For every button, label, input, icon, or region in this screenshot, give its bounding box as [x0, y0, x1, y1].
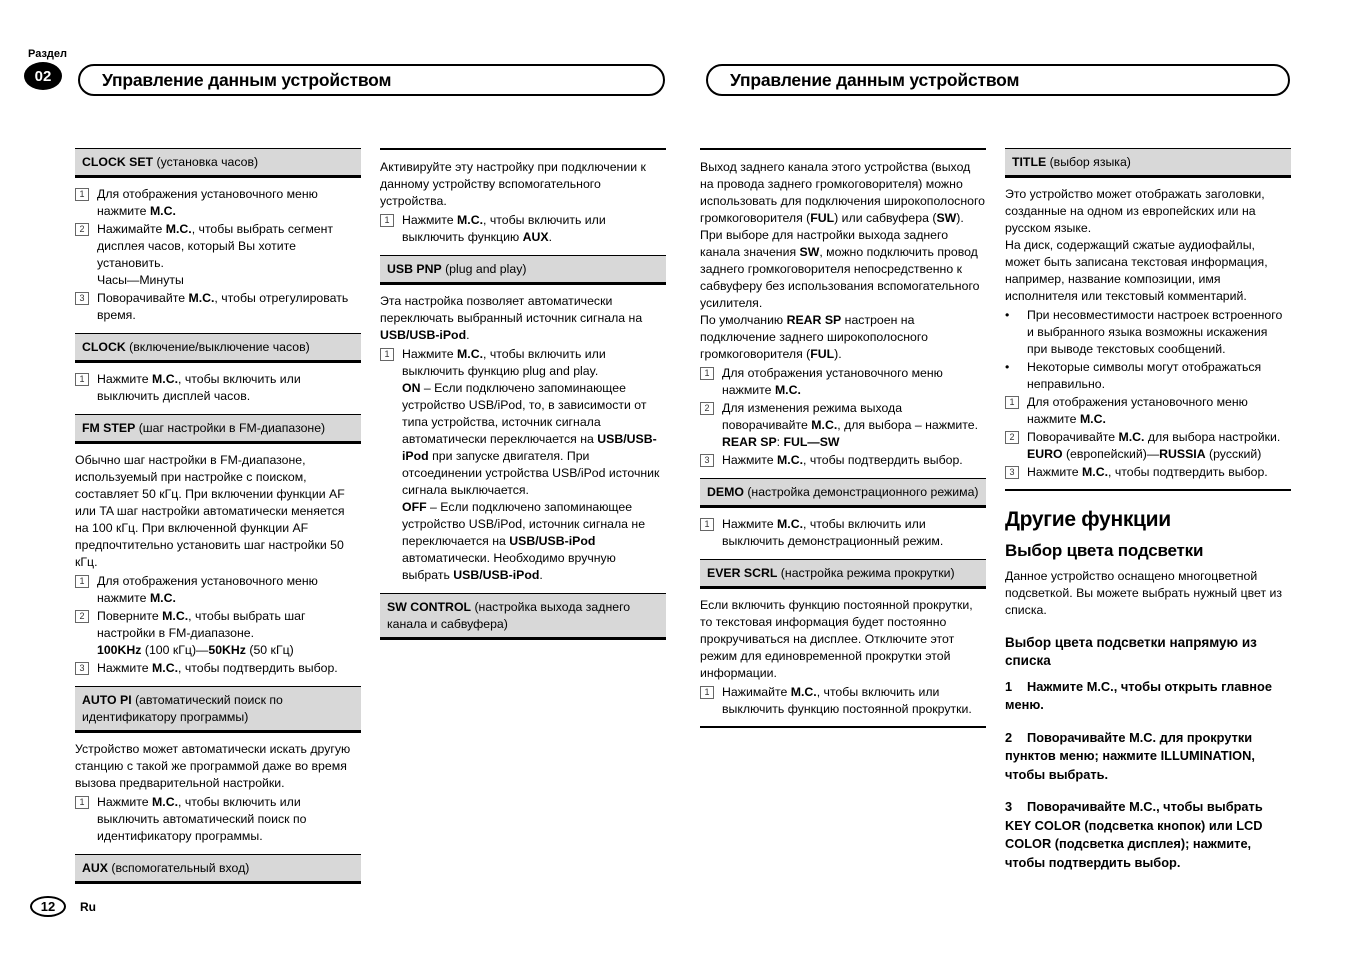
text-run: Нажмите: [97, 795, 153, 809]
text-run: REAR SP: [786, 313, 842, 327]
text-run: USB/USB-iPod: [509, 534, 596, 548]
step-text: [97, 290, 361, 324]
page-header-left: Управление данным устройством: [78, 64, 665, 96]
text-run: На диск, содержащий сжатые аудиофайлы, может быть записана текстовая информация, например, название композиции, имя исполнителя или текстовый комментарий.: [1005, 238, 1268, 303]
text-run: , чтобы включить или выключить функцию: [402, 213, 606, 244]
step-text: [97, 221, 361, 289]
text-run: Нажмите M.C., чтобы открыть главное меню.: [1005, 678, 1272, 713]
text-run: При несовместимости настроек встроенного и выбранного языка возможны искажения при выводе текстовых сообщений.: [1027, 308, 1283, 356]
paragraph: [1005, 568, 1291, 619]
text-run: М.С.: [188, 291, 215, 305]
text-run: , можно подключить провод заднего громкоговорителя непосредственно к сабвуферу без использования вспомогательного усилителя.: [700, 245, 980, 310]
step-text: [722, 400, 986, 451]
text-run: , чтобы отрегулировать время.: [97, 291, 349, 322]
section-description: (включение/выключение часов): [125, 340, 310, 354]
step-item: [700, 452, 986, 469]
text-run: Нажмите: [97, 661, 153, 675]
step-text: [97, 608, 361, 659]
text-run: М.С.: [811, 418, 838, 432]
text-run: Для изменения режима выхода поворачивайте: [722, 401, 903, 432]
text-run: М.С.: [790, 685, 817, 699]
step-text: [402, 212, 666, 246]
step-text: [97, 660, 361, 677]
text-run: , чтобы выбрать сегмент дисплея часов, который Вы хотите установить.: [97, 222, 334, 270]
step-number: 3: [1005, 799, 1013, 815]
column-4: [1005, 148, 1291, 886]
step-number: 1: [380, 214, 394, 227]
text-run: , чтобы включить или выключить дисплей часов.: [97, 372, 301, 403]
page-footer: [30, 896, 96, 917]
text-run: .: [539, 568, 543, 582]
text-run: (европейский)—: [1062, 447, 1160, 461]
text-run: М.С.: [1082, 465, 1108, 479]
text-run: , для выбора – нажмите.: [837, 418, 979, 432]
step-text: [722, 365, 986, 399]
step-number: 2: [75, 223, 89, 236]
text-run: М.С.: [774, 383, 801, 397]
text-run: Для отображения установочного меню нажмите: [722, 366, 943, 397]
step-number: 1: [75, 575, 89, 588]
step-number: 2: [1005, 729, 1013, 745]
text-run: настроен на подключение заднего широкополосного громкоговорителя (: [700, 313, 928, 361]
step-number: 1: [75, 796, 89, 809]
text-run: USB/USB-iPod: [380, 328, 467, 342]
text-run: , чтобы подтвердить выбор.: [1108, 465, 1268, 479]
paragraph: [700, 597, 986, 682]
section-description: (настройка режима прокрутки): [777, 566, 955, 580]
text-run: Поворачивайте: [97, 291, 189, 305]
text-run: М.С.: [162, 609, 189, 623]
step-item: [380, 346, 666, 584]
text-run: .: [548, 230, 552, 244]
section-header: [75, 414, 361, 444]
text-run: М.С.: [777, 453, 803, 467]
step-item: [700, 684, 986, 718]
text-run: ) или сабвуфера (: [834, 211, 937, 225]
step-item: [380, 212, 666, 246]
text-run: для выбора настройки.: [1144, 430, 1281, 444]
text-run: (100 кГц)—: [141, 643, 209, 657]
text-run: при запуске двигателя. При отсоединении устройства USB/iPod источник сигнала выключается.: [402, 449, 660, 497]
column-3: [700, 148, 986, 737]
step-number: 3: [75, 662, 89, 675]
column-1: [75, 148, 361, 892]
step-number: 2: [75, 610, 89, 623]
text-run: Для отображения установочного меню нажмите: [1027, 395, 1248, 426]
text-run: – Если подключено запоминающее устройство USB/iPod, источник сигнала не переключается на: [402, 500, 646, 548]
text-run: Для отображения установочного меню нажмите: [97, 187, 318, 218]
section-term: CLOCK: [82, 340, 126, 354]
bullet-item: [1005, 307, 1291, 358]
text-run: Поворачивайте M.C., чтобы выбрать KEY COLOR (подсветка кнопок) или LCD COLOR (подсветка дисплея); нажмите, чтобы подтвердить выбор.: [1005, 799, 1263, 870]
paragraph: [75, 452, 361, 571]
text-run: (50 кГц): [245, 643, 294, 657]
step-item: [75, 186, 361, 220]
text-run: FUL: [810, 211, 835, 225]
text-run: – Если подключено запоминающее устройство USB/iPod, то, в зависимости от типа устройства, источник сигнала автоматически переключается на: [402, 381, 647, 446]
text-run: Нажмите: [402, 213, 458, 227]
step-item: [75, 573, 361, 607]
text-run: SW: [799, 245, 820, 259]
text-run: М.С.: [457, 213, 483, 227]
step-text: [97, 794, 361, 845]
step-text: [402, 346, 666, 584]
text-run: SW: [936, 211, 957, 225]
text-run: Нажимайте: [97, 222, 166, 236]
text-run: Поворачивайте: [1027, 430, 1119, 444]
section-header: [700, 478, 986, 508]
text-run: автоматически. Необходимо вручную выбрать: [402, 551, 616, 582]
text-run: По умолчанию: [700, 313, 787, 327]
text-run: , чтобы включить или выключить функцию постоянной прокрутки.: [722, 685, 972, 716]
text-run: М.С.: [777, 517, 803, 531]
section-term: CLOCK SET: [82, 155, 154, 169]
language-code: Ru: [80, 899, 96, 914]
section-header: [75, 148, 361, 178]
heading-h2: Выбор цвета подсветки: [1005, 541, 1204, 561]
section-term: TITLE: [1012, 155, 1047, 169]
text-run: М.С.: [457, 347, 483, 361]
step-text: [722, 516, 986, 550]
text-run: Некоторые символы могут отображаться неправильно.: [1027, 360, 1262, 391]
text-run: Для отображения установочного меню нажмите: [97, 574, 318, 605]
text-run: Это устройство может отображать заголовки, созданные на одном из европейских или на русском языке.: [1005, 187, 1265, 235]
section-description: (выбор языка): [1046, 155, 1131, 169]
bold-step-item: [1005, 678, 1291, 715]
step-number: 2: [700, 402, 714, 415]
text-run: Нажмите: [402, 347, 458, 361]
section-label: Раздел: [28, 48, 67, 60]
paragraph: [380, 293, 666, 344]
paragraph: [380, 159, 666, 210]
text-run: , чтобы выбрать шаг настройки в FM-диапазоне.: [97, 609, 306, 640]
section-header: [75, 333, 361, 363]
section-header: [380, 255, 666, 285]
text-run: RUSSIA: [1159, 447, 1206, 461]
text-run: Если включить функцию постоянной прокрутки, то текстовая информация будет постоянно прокручиваться на дисплее. Отключите этот режим для единовременной прокрутки этой информации.: [700, 598, 973, 680]
bullet-item: [1005, 359, 1291, 393]
divider: [700, 148, 986, 150]
step-item: [75, 371, 361, 405]
text-run: 50KHz: [208, 643, 246, 657]
step-number: 1: [1005, 396, 1019, 409]
bold-step-item: [1005, 729, 1291, 785]
text-run: (русский): [1205, 447, 1262, 461]
text-run: 100KHz: [97, 643, 142, 657]
section-number-badge: 02: [24, 62, 62, 90]
text-run: , чтобы включить или выключить демонстрационный режим.: [722, 517, 944, 548]
step-item: [700, 400, 986, 451]
paragraph: [75, 741, 361, 792]
text-run: EURO: [1027, 447, 1063, 461]
text-run: М.С.: [149, 591, 176, 605]
paragraph: [700, 159, 986, 363]
step-item: [1005, 429, 1291, 463]
step-number: 1: [700, 518, 714, 531]
text-run: Нажмите: [1027, 465, 1083, 479]
section-description: (автоматический поиск по идентификатору программы): [82, 693, 283, 724]
section-description: (шаг настройки в FM-диапазоне): [135, 421, 326, 435]
step-number: 1: [700, 686, 714, 699]
text-run: ). При выборе для настройки выхода заднего канала значения: [700, 211, 964, 259]
text-run: Нажмите: [97, 372, 153, 386]
heading-h1: Другие функции: [1005, 508, 1171, 531]
step-text: [722, 684, 986, 718]
section-term: AUX: [82, 861, 108, 875]
section-description: (вспомогательный вход): [107, 861, 250, 875]
section-header: [1005, 148, 1291, 178]
text-run: Нажимайте: [722, 685, 791, 699]
bullet-text: [1027, 359, 1291, 393]
divider: [700, 726, 986, 728]
text-run: REAR SP: [722, 435, 777, 449]
step-number: 3: [1005, 466, 1019, 479]
heading-h3: Выбор цвета подсветки напрямую из списка: [1005, 635, 1257, 668]
bold-step-item: [1005, 798, 1291, 872]
section-header: [75, 854, 361, 884]
section-header: [75, 686, 361, 733]
text-run: Устройство может автоматически искать другую станцию с такой же программой даже во время вызова предварительной настройки.: [75, 742, 351, 790]
text-run: Эта настройка позволяет автоматически переключать выбранный источник сигнала на: [380, 294, 643, 325]
text-run: Выход заднего канала этого устройства (выход на провода заднего громкоговорителя) можно использовать для подключения широкополосного громкоговорителя (: [700, 160, 986, 225]
step-text: [1027, 429, 1291, 463]
section-term: FM STEP: [82, 421, 136, 435]
step-text: [97, 371, 361, 405]
step-item: [700, 516, 986, 550]
step-text: [722, 452, 986, 469]
section-description: (установка часов): [153, 155, 259, 169]
section-term: DEMO: [707, 485, 744, 499]
text-run: М.С.: [149, 204, 176, 218]
text-run: USB/USB-iPod: [453, 568, 540, 582]
step-text: [97, 186, 361, 220]
step-number: 3: [75, 292, 89, 305]
step-text: [1027, 394, 1291, 428]
step-item: [75, 794, 361, 845]
text-run: , чтобы подтвердить выбор.: [178, 661, 338, 675]
text-run: , чтобы подтвердить выбор.: [803, 453, 963, 467]
text-run: Поворачивайте M.C. для прокрутки пунктов меню; нажмите ILLUMINATION, чтобы выбрать.: [1005, 729, 1255, 782]
step-item: [75, 660, 361, 677]
text-run: М.С.: [152, 372, 178, 386]
text-run: М.С.: [1079, 412, 1106, 426]
step-number: 3: [700, 454, 714, 467]
section-header: [700, 559, 986, 589]
text-run: Часы—Минуты: [97, 273, 184, 287]
text-run: FUL: [810, 347, 835, 361]
page-header-right: Управление данным устройством: [706, 64, 1290, 96]
text-run: М.С.: [152, 795, 178, 809]
section-term: SW CONTROL: [387, 600, 472, 614]
text-run: ).: [834, 347, 842, 361]
step-text: [97, 573, 361, 607]
text-run: М.С.: [1118, 430, 1145, 444]
bullet-marker: •: [1005, 308, 1010, 322]
step-item: [75, 221, 361, 289]
text-run: , чтобы включить или выключить автоматический поиск по идентификатору программы.: [97, 795, 307, 843]
step-number: 2: [1005, 431, 1019, 444]
text-run: Поверните: [97, 609, 163, 623]
text-run: :: [776, 435, 784, 449]
step-number: 1: [75, 188, 89, 201]
section-term: AUTO PI: [82, 693, 132, 707]
text-run: ON: [402, 381, 421, 395]
text-run: Нажмите: [722, 453, 778, 467]
text-run: FUL—SW: [783, 435, 840, 449]
text-run: .: [466, 328, 470, 342]
section-description: (настройка демонстрационного режима): [743, 485, 979, 499]
step-item: [1005, 394, 1291, 428]
text-run: Активируйте эту настройку при подключении к данному устройству вспомогательного устройства.: [380, 160, 646, 208]
step-text: [1027, 464, 1291, 481]
section-description: (plug and play): [441, 262, 527, 276]
text-run: Данное устройство оснащено многоцветной подсветкой. Вы можете выбрать нужный цвет из списка.: [1005, 569, 1283, 618]
text-run: Нажмите: [722, 517, 778, 531]
divider: [1005, 489, 1291, 491]
text-run: OFF: [402, 500, 427, 514]
section-description: (настройка выхода заднего канала и сабвуфера): [387, 600, 631, 631]
text-run: USB/USB-iPod: [402, 432, 657, 463]
text-run: AUX: [522, 230, 549, 244]
step-item: [1005, 464, 1291, 481]
column-2: [380, 148, 666, 648]
section-term: EVER SCRL: [707, 566, 778, 580]
bullet-marker: •: [1005, 360, 1010, 374]
step-number: 1: [1005, 678, 1013, 694]
section-header: [380, 593, 666, 640]
divider: [380, 148, 666, 150]
paragraph: [1005, 186, 1291, 305]
text-run: Обычно шаг настройки в FM-диапазоне, используемый при настройке с поиском, составляет 50 кГц. При включении функции AF или TA шаг настройки автоматически меняется на 100 кГц. При включенной функции AF предпочтительно установить шаг настройки 50 кГц.: [75, 453, 345, 569]
step-item: [75, 608, 361, 659]
text-run: М.С.: [165, 222, 192, 236]
step-number: 1: [380, 348, 394, 361]
text-run: , чтобы включить или выключить функцию plug and play.: [402, 347, 606, 378]
step-number: 1: [75, 373, 89, 386]
section-term: USB PNP: [387, 262, 442, 276]
step-item: [700, 365, 986, 399]
text-run: М.С.: [152, 661, 178, 675]
step-item: [75, 290, 361, 324]
step-number: 1: [700, 367, 714, 380]
bullet-text: [1027, 307, 1291, 358]
page-number-badge: 12: [30, 896, 66, 917]
